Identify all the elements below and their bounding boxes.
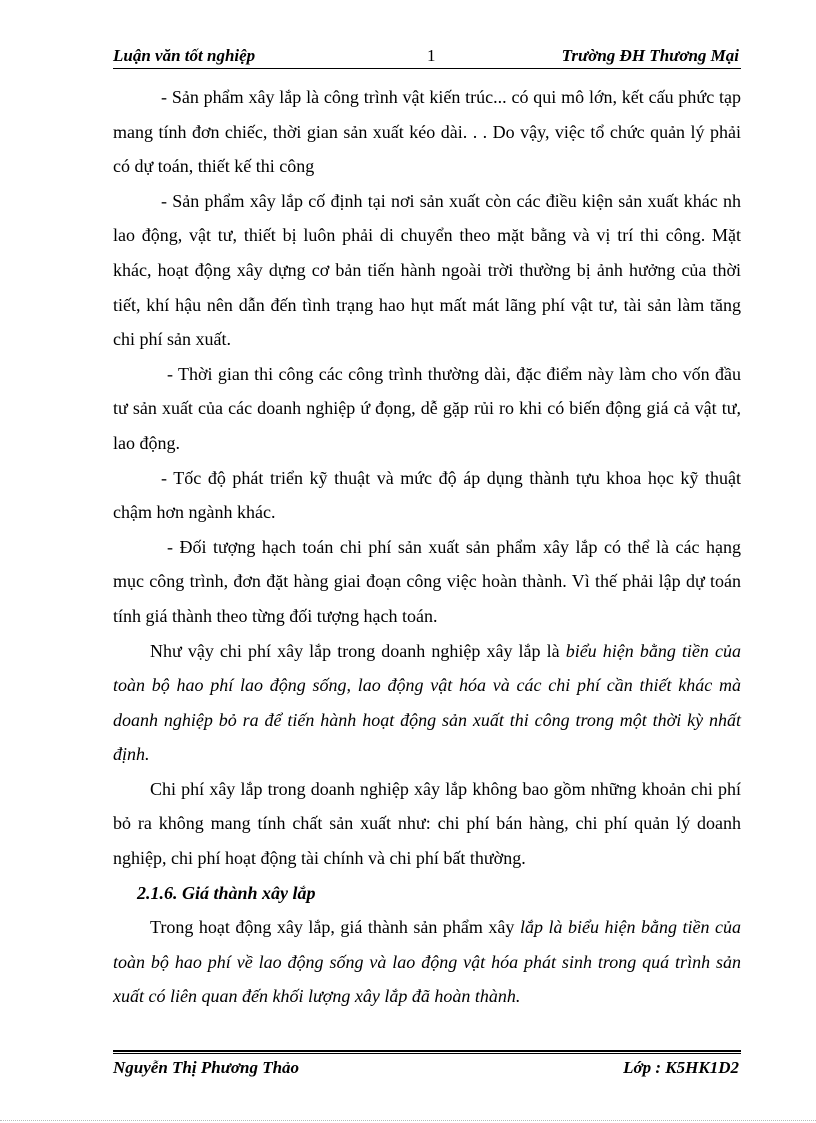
footer-rule-thick — [113, 1050, 741, 1052]
paragraph-product-fixed-location: - Sản phẩm xây lắp cố định tại nơi sản xuất còn các điều kiện sản xuất khác nh lao động, vật tư, thiết bị luôn phải di chuyển theo mặt bằng và vị trí thi công. Mặt khác, hoạt động xây dựng cơ bản tiến hành ngoài trời thường bị ảnh hưởng của thời tiết, khí hậu nên dẫn đến tình trạng hao hụt mất mát lãng phí vật tư, tài sản làm tăng chi phí sản xuất. — [113, 190, 741, 350]
paragraph-cost-definition — [113, 634, 741, 772]
paragraph-construction-time: - Thời gian thi công các công trình thường dài, đặc điểm này làm cho vốn đầu tư sản xuất của các doanh nghiệp ứ đọng, dễ gặp rủi ro khi có biến động giá cả vật tư, lao động. — [113, 363, 741, 453]
page-bottom-dotted-line — [0, 1120, 816, 1121]
document-body — [113, 80, 741, 1014]
paragraph-costing-object: - Đối tượng hạch toán chi phí sản xuất sản phẩm xây lắp có thể là các hạng mục công trình, đơn đặt hàng giai đoạn công việc hoàn thành. Vì thế phải lập dự toán tính giá thành theo từng đối tượng hạch toán. — [113, 536, 741, 626]
cost-definition-italic: biểu hiện bằng tiền của toàn bộ hao phí lao động sống, lao động vật hóa và các chi phí cần thiết khác mà doanh nghiệp bỏ ra để tiến hành hoạt động sản xuất thi công trong một thời kỳ nhất định. — [113, 640, 741, 765]
page-header — [113, 46, 739, 68]
cost-definition-lead: Như vậy chi phí xây lắp trong doanh nghiệp xây lắp là — [150, 640, 566, 661]
header-university: Trường ĐH Thương Mại — [561, 46, 739, 65]
header-thesis-title: Luận văn tốt nghiệp — [113, 46, 256, 65]
footer-author: Nguyễn Thị Phương Thảo — [113, 1058, 300, 1077]
cost-price-lead: Trong hoạt động xây lắp, giá thành sản phẩm xây — [150, 917, 520, 938]
footer-class: Lớp : K5HK1D2 — [623, 1058, 739, 1077]
cost-price-italic: lắp là biểu hiện bằng tiền của toàn bộ hao phí về lao động sống và lao động vật hóa phát sinh trong quá trình sản xuất có liên quan đến khối lượng xây lắp đã hoàn thành. — [113, 917, 741, 1007]
page-footer — [113, 1058, 739, 1080]
footer-rule-thin — [113, 1053, 741, 1054]
header-page-number: 1 — [427, 46, 436, 65]
paragraph-cost-price — [113, 910, 741, 1014]
paragraph-product-scale: - Sản phẩm xây lắp là công trình vật kiến trúc... có qui mô lớn, kết cấu phức tạp mang tính đơn chiếc, thời gian sản xuất kéo dài. . . Do vậy, việc tổ chức quản lý phải có dự toán, thiết kế thi công — [113, 87, 741, 177]
paragraph-cost-exclusions: Chi phí xây lắp trong doanh nghiệp xây lắp không bao gồm những khoản chi phí bỏ ra không mang tính chất sản xuất như: chi phí bán hàng, chi phí quản lý doanh nghiệp, chi phí hoạt động tài chính và chi phí bất thường. — [113, 778, 741, 869]
section-heading: 2.1.6. Giá thành xây lắp — [137, 882, 316, 903]
paragraph-technical-progress: - Tốc độ phát triển kỹ thuật và mức độ áp dụng thành tựu khoa học kỹ thuật chậm hơn ngành khác. — [113, 467, 741, 523]
header-rule — [113, 68, 741, 69]
